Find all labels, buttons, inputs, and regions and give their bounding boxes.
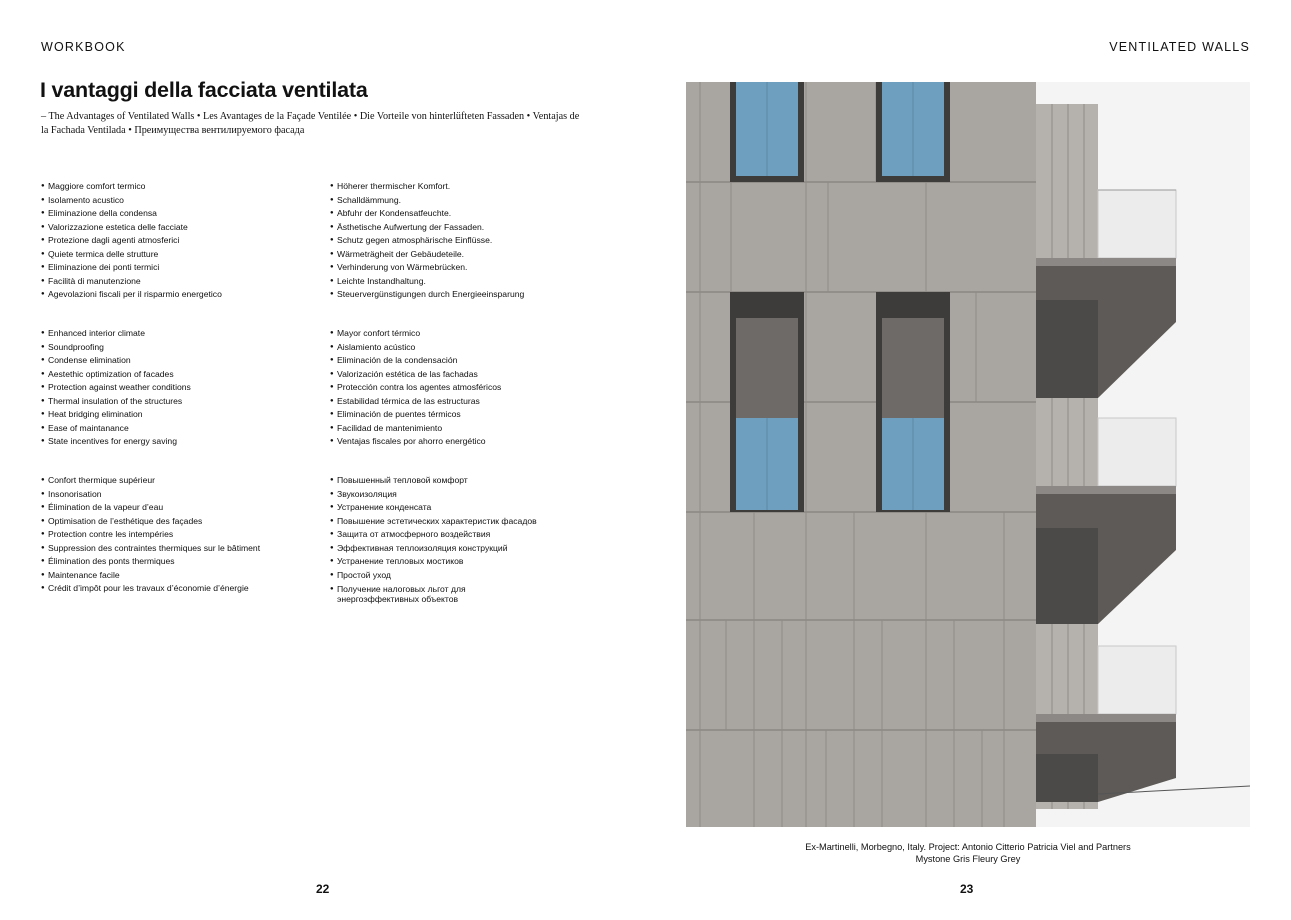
caption-line-material: Mystone Gris Fleury Grey	[915, 853, 1021, 864]
facade-photo	[686, 82, 1250, 827]
list-item: ● Mayor confort térmico	[330, 327, 501, 341]
list-item: ● Эффективная теплоизоляция конструкций	[330, 542, 537, 556]
running-header-right: VENTILATED WALLS	[1109, 40, 1250, 54]
list-item: ● Élimination de la vapeur d’eau	[41, 501, 260, 515]
list-item: ● Heat bridging elimination	[41, 408, 191, 422]
list-item: ● Valorización estética de las fachadas	[330, 368, 501, 382]
list-item: ● Crédit d’impôt pour les travaux d’économie d’énergie	[41, 582, 260, 596]
list-item: ● Повышенный тепловой комфорт	[330, 474, 537, 488]
list-item: ● Protección contra los agentes atmosféricos	[330, 381, 501, 395]
list-item: ● Eliminazione dei ponti termici	[41, 261, 222, 275]
list-item: ● Insonorisation	[41, 488, 260, 502]
photo-caption	[760, 842, 1176, 865]
list-item: ● Maintenance facile	[41, 569, 260, 583]
list-item: ● Leichte Instandhaltung.	[330, 275, 524, 289]
list-item: ● State incentives for energy saving	[41, 435, 191, 449]
page-number-right: 23	[960, 882, 974, 896]
list-item: ● Повышение эстетических характеристик фасадов	[330, 515, 537, 529]
page-subtitle: – The Advantages of Ventilated Walls • Les Avantages de la Façade Ventilée • Die Vorteile von hinterlüfteten Fassaden • Ventajas de la Fachada Ventilada • Преимущества вентилируемого фасада	[41, 111, 580, 136]
list-item: ● Thermal insulation of the structures	[41, 395, 191, 409]
list-item: ● Ästhetische Aufwertung der Fassaden.	[330, 221, 524, 235]
list-item: ● Valorizzazione estetica delle facciate	[41, 221, 222, 235]
list-spanish	[330, 327, 501, 449]
list-item: ● Звукоизоляция	[330, 488, 537, 502]
list-item: ● Élimination des ponts thermiques	[41, 555, 260, 569]
running-header-left: WORKBOOK	[41, 40, 126, 54]
page-number-left: 22	[316, 882, 330, 896]
list-german	[330, 180, 524, 302]
list-item: ● Schalldämmung.	[330, 194, 524, 208]
list-item: ● Eliminación de la condensación	[330, 354, 501, 368]
list-item: ● Maggiore comfort termico	[41, 180, 222, 194]
list-item: ● Suppression des contraintes thermiques sur le bâtiment	[41, 542, 260, 556]
list-russian	[330, 474, 537, 604]
caption-line-project: Ex-Martinelli, Morbegno, Italy. Project: Antonio Citterio Patricia Viel and Partners	[805, 842, 1131, 852]
page-title: I vantaggi della facciata ventilata	[40, 78, 368, 102]
list-item: ● Steuervergünstigungen durch Energieeinsparung	[330, 288, 524, 302]
list-item: ● Abfuhr der Kondensatfeuchte.	[330, 207, 524, 221]
list-item: ● Agevolazioni fiscali per il risparmio energetico	[41, 288, 222, 302]
list-item: ● Wärmeträgheit der Gebäudeteile.	[330, 248, 524, 262]
list-item: ● Устранение конденсата	[330, 501, 537, 515]
list-english	[41, 327, 191, 449]
list-item: ● Enhanced interior climate	[41, 327, 191, 341]
list-item: ● Устранение тепловых мостиков	[330, 555, 537, 569]
list-item: ● Простой уход	[330, 569, 537, 583]
list-item: ● Защита от атмосферного воздействия	[330, 528, 537, 542]
list-item: ● Protezione dagli agenti atmosferici	[41, 234, 222, 248]
list-item: ● Verhinderung von Wärmebrücken.	[330, 261, 524, 275]
list-item: ● Ease of maintanance	[41, 422, 191, 436]
list-item: ● Protection contre les intempéries	[41, 528, 260, 542]
list-item: ● Isolamento acustico	[41, 194, 222, 208]
list-item: ● Eliminazione della condensa	[41, 207, 222, 221]
list-item: ● Получение налоговых льгот для энергоэффективных объектов	[330, 584, 507, 604]
list-item: ● Quiete termica delle strutture	[41, 248, 222, 262]
list-item: ● Confort thermique supérieur	[41, 474, 260, 488]
list-italian	[41, 180, 222, 302]
list-item: ● Ventajas fiscales por ahorro energético	[330, 435, 501, 449]
list-item: ● Condense elimination	[41, 354, 191, 368]
list-item: ● Soundproofing	[41, 341, 191, 355]
list-french	[41, 474, 260, 596]
list-item: ● Facilidad de mantenimiento	[330, 422, 501, 436]
list-item: ● Estabilidad térmica de las estructuras	[330, 395, 501, 409]
list-item: ● Aestethic optimization of facades	[41, 368, 191, 382]
list-item: ● Höherer thermischer Komfort.	[330, 180, 524, 194]
list-item: ● Protection against weather conditions	[41, 381, 191, 395]
list-item: ● Facilità di manutenzione	[41, 275, 222, 289]
list-item: ● Aislamiento acústico	[330, 341, 501, 355]
list-item: ● Eliminación de puentes térmicos	[330, 408, 501, 422]
list-item: ● Optimisation de l’esthétique des façades	[41, 515, 260, 529]
list-item: ● Schutz gegen atmosphärische Einflüsse.	[330, 234, 524, 248]
